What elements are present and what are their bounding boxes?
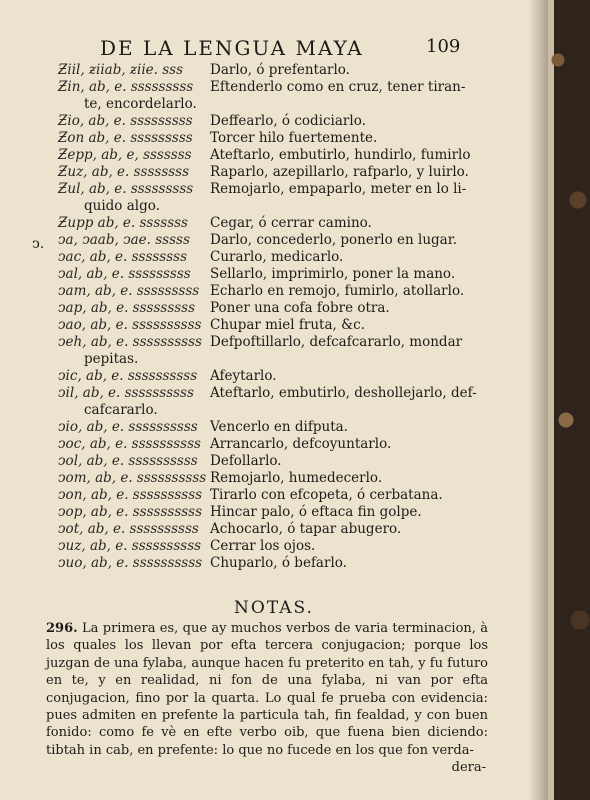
notes-title: NOTAS. <box>234 598 314 618</box>
verb-definition: Sellarlo, imprimirlo, poner la mano. <box>210 266 456 282</box>
verb-entry <box>58 181 488 215</box>
verb-entry <box>58 317 488 334</box>
verb-entry <box>58 147 488 164</box>
verb-head: ↄon, ab, e. ssssssssss <box>58 487 203 503</box>
verb-definition: Chuparlo, ó befarlo. <box>210 555 347 571</box>
verb-definition: Darlo, ó prefentarlo. <box>210 62 350 78</box>
verb-definition: Tirarlo con efcopeta, ó cerbatana. <box>210 487 443 503</box>
verb-entry <box>58 555 488 572</box>
verb-definition: Defpoftillarlo, defcafcararlo, mondar <box>210 334 463 350</box>
verb-head: Ƶepp, ab, e, sssssss <box>58 147 192 163</box>
verb-definition: Hincar palo, ó eftaca fin golpe. <box>210 504 422 520</box>
verb-definition: Arrancarlo, defcoyuntarlo. <box>210 436 392 452</box>
verb-entry <box>58 419 488 436</box>
verb-head: ↄot, ab, e. ssssssssss <box>58 521 199 537</box>
verb-definition: Cegar, ó cerrar camino. <box>210 215 372 231</box>
verb-entry <box>58 266 488 283</box>
verb-entry <box>58 79 488 113</box>
verb-head: ↄac, ab, e. ssssssss <box>58 249 188 265</box>
verb-entry <box>58 453 488 470</box>
verb-entry <box>58 487 488 504</box>
verb-entry <box>58 504 488 521</box>
verb-head: Ƶupp ab, e. sssssss <box>58 215 188 231</box>
margin-mark: ↄ. <box>32 236 45 252</box>
verb-definition: Echarlo en remojo, fumirlo, atollarlo. <box>210 283 465 299</box>
verb-entry <box>58 215 488 232</box>
verb-entry <box>58 470 488 487</box>
verb-list <box>58 62 488 572</box>
verb-head: ↄeh, ab, e. ssssssssss <box>58 334 202 350</box>
verb-entry <box>58 368 488 385</box>
verb-entry <box>58 538 488 555</box>
verb-head: ↄom, ab, e. ssssssssss <box>58 470 207 486</box>
verb-entry <box>58 232 488 249</box>
verb-head: ↄio, ab, e. ssssssssss <box>58 419 198 435</box>
page-number: 109 <box>426 36 461 57</box>
verb-entry <box>58 521 488 538</box>
notes-text: La primera es, que ay muchos verbos de varia terminacion, à los quales los llevan por efta tercera conjugacion; porque los juzgan de una fylaba, aunque hacen fu preterito en tah, y fu futuro en te, y en realidad, ni fon de una fylaba, ni van por efta conjugacion, fino por la quarta. Lo qual fe prueba con evidencia: pues admiten en prefente la particula tah, fin fealdad, y con buen fonido: como fe vè en efte verbo oib, que fuena bien diciendo: tibtah in cab, en prefente: lo que no fucede en los que fon verda- <box>46 621 488 758</box>
verb-head: Ƶin, ab, e. sssssssss <box>58 79 194 95</box>
verb-definition: Torcer hilo fuertemente. <box>210 130 378 146</box>
verb-definition: Darlo, concederlo, ponerlo en lugar. <box>210 232 457 248</box>
notes-body <box>46 620 488 759</box>
verb-definition: Eftenderlo como en cruz, tener tiran- <box>210 79 466 95</box>
verb-head: Ƶiil, ƶiiab, ƶiie. sss <box>58 62 184 78</box>
verb-definition: Ateftarlo, embutirlo, hundirlo, fumirlo <box>210 147 471 163</box>
verb-definition: Remojarlo, empaparlo, meter en lo li- <box>210 181 467 197</box>
verb-head: Ƶuz, ab, e. ssssssss <box>58 164 190 180</box>
verb-head: Ƶon ab, e. sssssssss <box>58 130 193 146</box>
verb-entry <box>58 300 488 317</box>
verb-definition: Defollarlo. <box>210 453 282 469</box>
verb-entry <box>58 249 488 266</box>
verb-entry <box>58 283 488 300</box>
verb-definition-continued: pepitas. <box>84 351 139 367</box>
verb-definition: Vencerlo en difputa. <box>210 419 348 435</box>
verb-head: ↄao, ab, e. ssssssssss <box>58 317 202 333</box>
verb-definition: Remojarlo, humedecerlo. <box>210 470 383 486</box>
catchword: dera- <box>451 760 486 775</box>
verb-definition-continued: te, encordelarlo. <box>84 96 197 112</box>
verb-entry <box>58 130 488 147</box>
verb-head: Ƶul, ab, e. sssssssss <box>58 181 194 197</box>
verb-head: ↄa, ↄaab, ↄae. sssss <box>58 232 190 248</box>
running-head: DE LA LENGUA MAYA <box>100 36 364 60</box>
verb-definition: Afeytarlo. <box>210 368 277 384</box>
verb-head: ↄap, ab, e. sssssssss <box>58 300 196 316</box>
book-edge <box>548 0 590 800</box>
verb-head: ↄop, ab, e. ssssssssss <box>58 504 203 520</box>
verb-definition: Ateftarlo, embutirlo, deshollejarlo, def- <box>210 385 477 401</box>
verb-entry <box>58 436 488 453</box>
verb-entry <box>58 113 488 130</box>
verb-head: ↄic, ab, e. ssssssssss <box>58 368 198 384</box>
verb-definition: Poner una cofa fobre otra. <box>210 300 390 316</box>
verb-definition: Raparlo, azepillarlo, rafparlo, y luirlo. <box>210 164 469 180</box>
verb-definition-continued: cafcararlo. <box>84 402 158 418</box>
verb-definition: Chupar miel fruta, &c. <box>210 317 365 333</box>
verb-head: ↄol, ab, e. ssssssssss <box>58 453 198 469</box>
verb-definition-continued: quido algo. <box>84 198 160 214</box>
verb-head: ↄuz, ab, e. ssssssssss <box>58 538 202 554</box>
paragraph-number: 296. <box>46 621 78 636</box>
verb-entry <box>58 164 488 181</box>
verb-definition: Achocarlo, ó tapar abugero. <box>210 521 402 537</box>
verb-entry <box>58 385 488 419</box>
verb-definition: Deffearlo, ó codiciarlo. <box>210 113 366 129</box>
verb-head: ↄil, ab, e. ssssssssss <box>58 385 194 401</box>
verb-definition: Curarlo, medicarlo. <box>210 249 344 265</box>
verb-definition: Cerrar los ojos. <box>210 538 316 554</box>
page-header <box>0 32 548 62</box>
verb-head: Ƶio, ab, e. sssssssss <box>58 113 193 129</box>
verb-head: ↄuo, ab, e. ssssssssss <box>58 555 203 571</box>
verb-entry <box>58 334 488 368</box>
verb-entry <box>58 62 488 79</box>
verb-head: ↄal, ab, e. sssssssss <box>58 266 191 282</box>
verb-head: ↄam, ab, e. sssssssss <box>58 283 200 299</box>
verb-head: ↄoc, ab, e. ssssssssss <box>58 436 201 452</box>
